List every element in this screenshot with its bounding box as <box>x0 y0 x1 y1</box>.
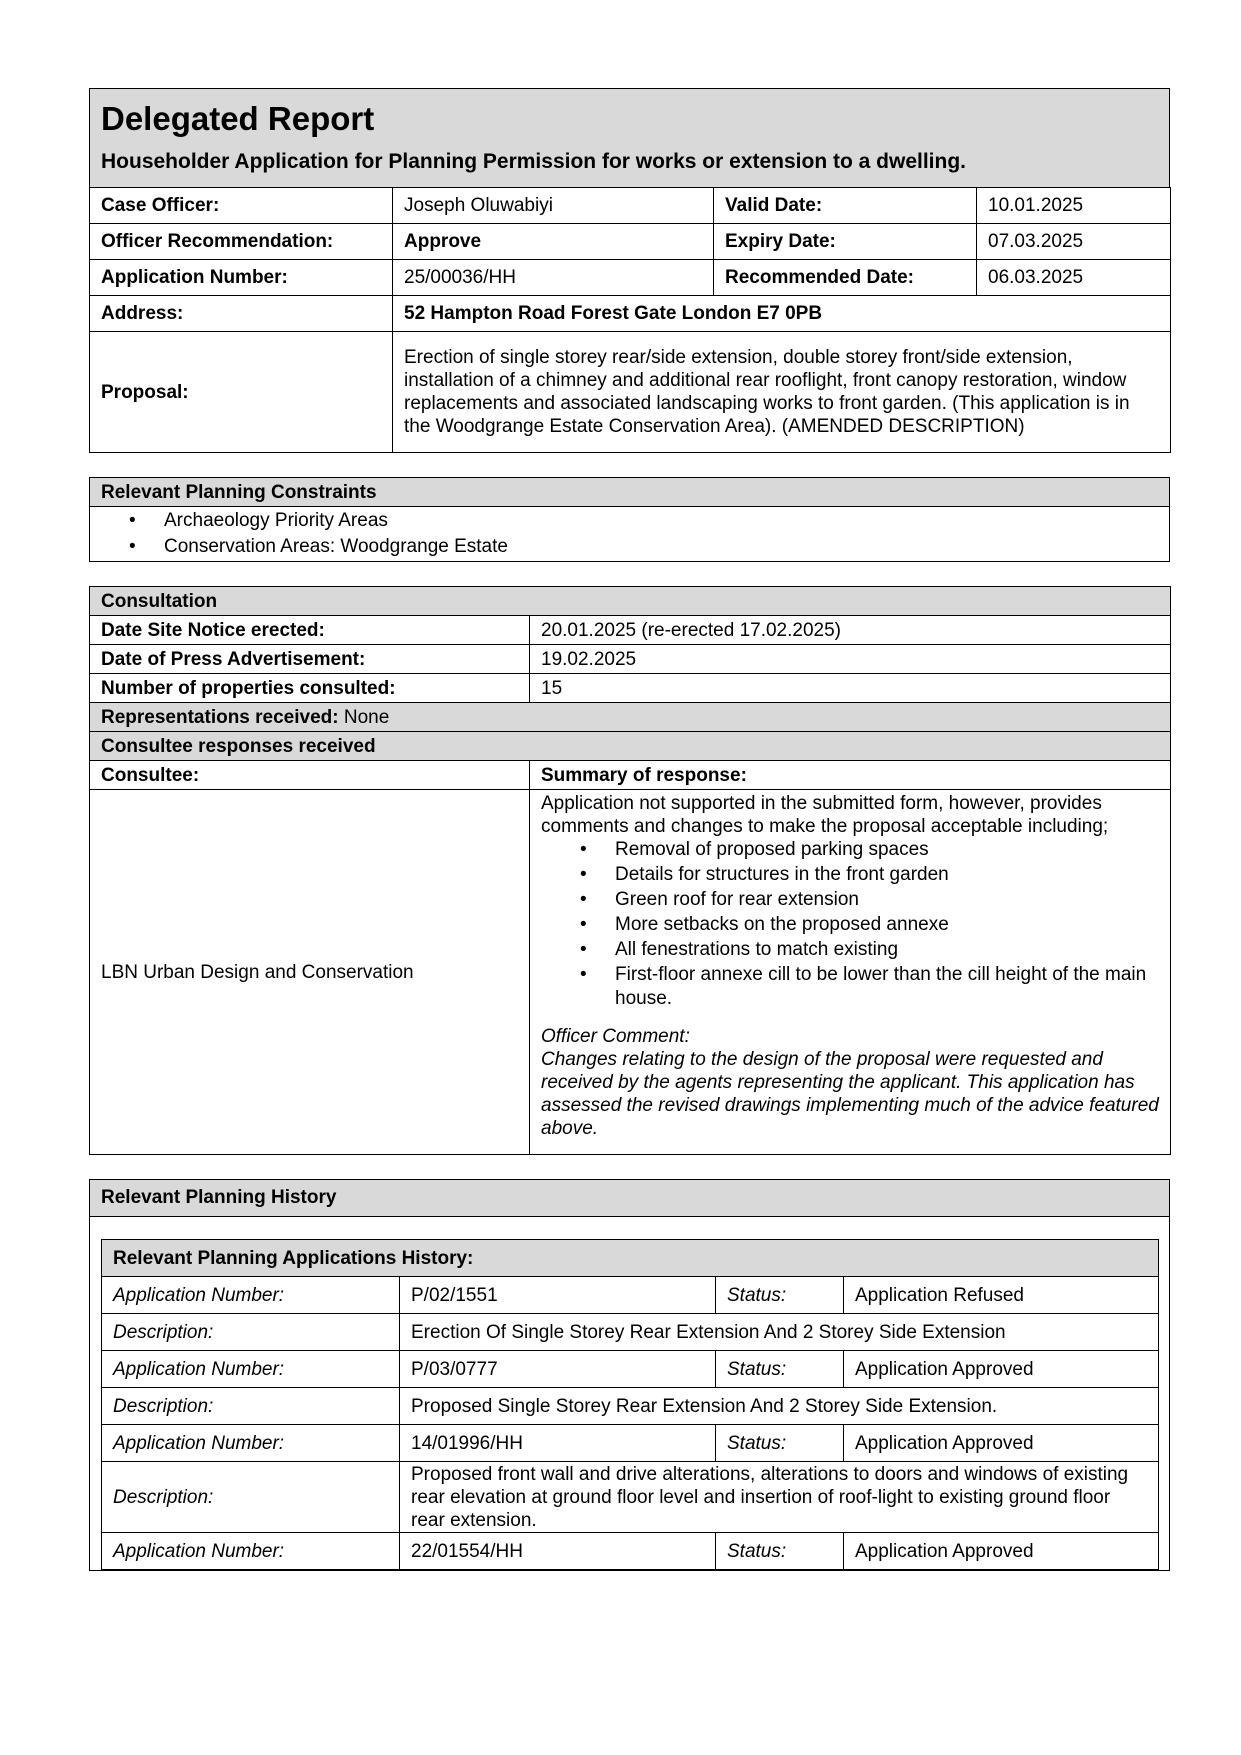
table-row <box>102 1533 1159 1570</box>
representations-row <box>90 703 1171 732</box>
table-row <box>90 674 1171 703</box>
description-label: Description: <box>102 1388 400 1425</box>
representations-value: None <box>338 706 390 728</box>
status-label: Status: <box>716 1277 844 1314</box>
officer-comment: Changes relating to the design of the proposal were requested and received by the agents representing the applicant. This application has assessed the revised drawings implementing much of the advice featured above. <box>541 1049 1159 1139</box>
list-item: • All fenestrations to match existing <box>615 938 1159 962</box>
consultation-heading: Consultation <box>90 587 1171 616</box>
press-label: Date of Press Advertisement: <box>90 645 530 674</box>
description-value: Proposed Single Storey Rear Extension And 2 Storey Side Extension. <box>400 1388 1159 1425</box>
table-row <box>90 790 1171 1155</box>
case-officer-label: Case Officer: <box>90 188 393 224</box>
description-value: Erection Of Single Storey Rear Extension And 2 Storey Side Extension <box>400 1314 1159 1351</box>
list-item: • Details for structures in the front garden <box>615 863 1159 887</box>
recommendation-label: Officer Recommendation: <box>90 224 393 260</box>
table-row <box>102 1351 1159 1388</box>
status-value: Application Refused <box>844 1277 1159 1314</box>
table-row <box>90 645 1171 674</box>
application-number-value: 25/00036/HH <box>393 260 714 296</box>
table-row <box>102 1240 1159 1277</box>
expiry-date-label: Expiry Date: <box>714 224 977 260</box>
table-row <box>102 1425 1159 1462</box>
consultee-heading: Consultee responses received <box>90 732 1171 761</box>
constraints-list <box>90 507 1169 561</box>
site-notice-label: Date Site Notice erected: <box>90 616 530 645</box>
summary-table <box>89 187 1171 453</box>
table-row <box>90 478 1170 507</box>
list-item: • More setbacks on the proposed annexe <box>615 913 1159 937</box>
app-number-label: Application Number: <box>102 1351 400 1388</box>
table-row <box>90 587 1171 616</box>
planning-history-table <box>101 1239 1159 1570</box>
planning-history-section <box>89 1179 1170 1571</box>
representations-label: Representations received: <box>101 706 339 728</box>
status-value: Application Approved <box>844 1351 1159 1388</box>
valid-date-value: 10.01.2025 <box>977 188 1171 224</box>
table-row <box>90 296 1171 332</box>
app-number-value: 22/01554/HH <box>400 1533 716 1570</box>
planning-history-heading: Relevant Planning History <box>90 1180 1169 1217</box>
address-value: 52 Hampton Road Forest Gate London E7 0PB <box>393 296 1171 332</box>
app-number-label: Application Number: <box>102 1533 400 1570</box>
table-row <box>102 1388 1159 1425</box>
case-officer-value: Joseph Oluwabiyi <box>393 188 714 224</box>
recommended-date-value: 06.03.2025 <box>977 260 1171 296</box>
proposal-label: Proposal: <box>90 332 393 453</box>
response-intro: Application not supported in the submitted form, however, provides comments and changes to make the proposal acceptable including; <box>541 793 1109 837</box>
list-item: • Archaeology Priority Areas <box>164 508 1169 534</box>
table-row <box>90 703 1171 732</box>
consultee-column-header: Consultee: <box>90 761 530 790</box>
table-row <box>102 1314 1159 1351</box>
table-row <box>90 224 1171 260</box>
expiry-date-value: 07.03.2025 <box>977 224 1171 260</box>
recommended-date-label: Recommended Date: <box>714 260 977 296</box>
description-value: Proposed front wall and drive alterations, alterations to doors and windows of existing rear elevation at ground floor level and insertion of roof-light to existing ground floor rear extension. <box>400 1462 1159 1533</box>
response-summary <box>530 790 1171 1155</box>
status-label: Status: <box>716 1533 844 1570</box>
list-item: • Removal of proposed parking spaces <box>615 838 1159 862</box>
status-value: Application Approved <box>844 1425 1159 1462</box>
list-item: • First-floor annexe cill to be lower than the cill height of the main house. <box>615 963 1159 1011</box>
press-value: 19.02.2025 <box>530 645 1171 674</box>
consultee-name: LBN Urban Design and Conservation <box>90 790 530 1155</box>
application-number-label: Application Number: <box>90 260 393 296</box>
list-item: • Conservation Areas: Woodgrange Estate <box>164 534 1169 560</box>
description-label: Description: <box>102 1314 400 1351</box>
table-row <box>102 1277 1159 1314</box>
address-label: Address: <box>90 296 393 332</box>
status-value: Application Approved <box>844 1533 1159 1570</box>
valid-date-label: Valid Date: <box>714 188 977 224</box>
app-number-label: Application Number: <box>102 1425 400 1462</box>
summary-column-header: Summary of response: <box>530 761 1171 790</box>
history-sub-heading: Relevant Planning Applications History: <box>102 1240 1159 1277</box>
table-row <box>102 1462 1159 1533</box>
table-row <box>90 260 1171 296</box>
app-number-value: P/03/0777 <box>400 1351 716 1388</box>
table-row <box>90 188 1171 224</box>
response-list <box>541 838 1159 1011</box>
table-row <box>90 616 1171 645</box>
site-notice-value: 20.01.2025 (re-erected 17.02.2025) <box>530 616 1171 645</box>
table-row <box>90 332 1171 453</box>
report-subtitle: Householder Application for Planning Permission for works or extension to a dwelling. <box>101 150 966 173</box>
table-row <box>90 507 1170 562</box>
recommendation-value: Approve <box>393 224 714 260</box>
properties-label: Number of properties consulted: <box>90 674 530 703</box>
app-number-value: P/02/1551 <box>400 1277 716 1314</box>
consultation-table <box>89 586 1171 1155</box>
app-number-value: 14/01996/HH <box>400 1425 716 1462</box>
status-label: Status: <box>716 1425 844 1462</box>
proposal-value: Erection of single storey rear/side extension, double storey front/side extension, installation of a chimney and additional rear rooflight, front canopy restoration, window replacements and associated landscaping works to front garden. (This application is in the Woodgrange Estate Conservation Area). (AMENDED DESCRIPTION) <box>393 332 1171 453</box>
app-number-label: Application Number: <box>102 1277 400 1314</box>
table-row <box>90 732 1171 761</box>
list-item: • Green roof for rear extension <box>615 888 1159 912</box>
officer-comment-label: Officer Comment: <box>541 1026 690 1047</box>
properties-value: 15 <box>530 674 1171 703</box>
report-header <box>89 88 1170 187</box>
report-title: Delegated Report <box>101 100 375 137</box>
constraints-table <box>89 477 1170 562</box>
report-page <box>89 88 1170 1571</box>
constraints-heading: Relevant Planning Constraints <box>90 478 1170 507</box>
table-row <box>90 761 1171 790</box>
status-label: Status: <box>716 1351 844 1388</box>
description-label: Description: <box>102 1462 400 1533</box>
